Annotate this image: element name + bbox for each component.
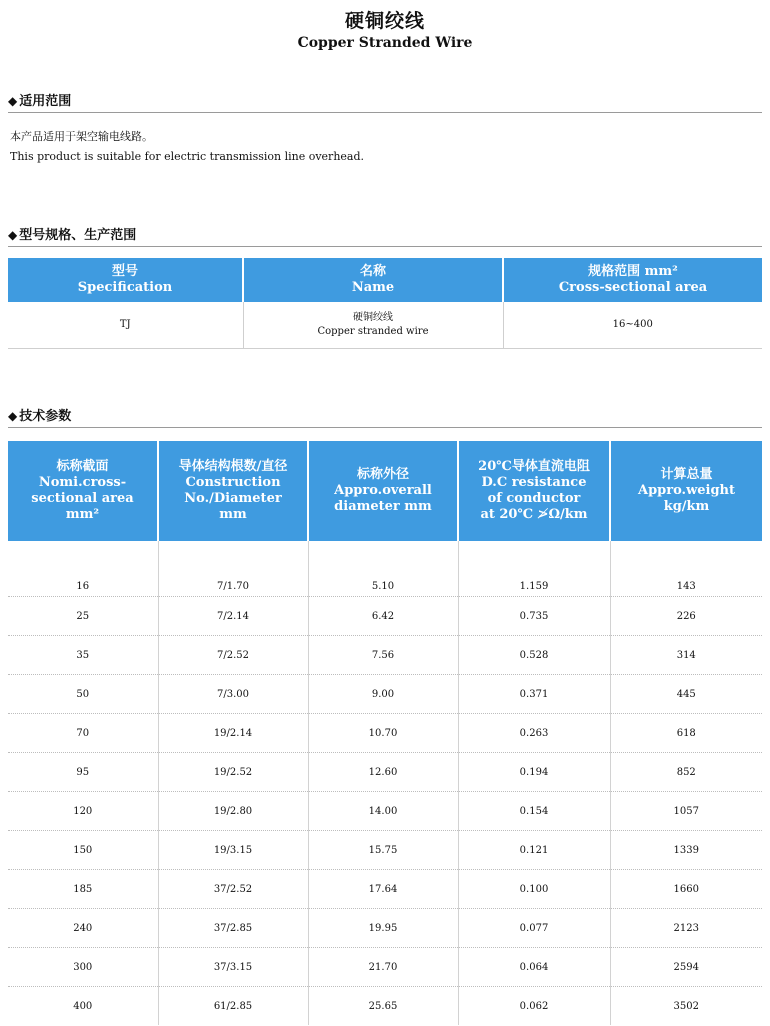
table-row [8,909,762,948]
params-col-header-line: sectional area [31,491,134,506]
resistance-cell: 0.154 [458,792,610,831]
params-col-header [458,441,610,541]
diamond-bullet-icon: ◆ [8,228,18,242]
params-col-header-line: 标称截面 [56,459,109,474]
construction-cell: 7/1.70 [158,541,308,597]
application-text-zh: 本产品适用于架空输电线路。 [10,130,153,143]
diameter-cell: 10.70 [308,714,458,753]
page-title-zh: 硬铜绞线 [344,10,425,32]
resistance-cell: 0.528 [458,636,610,675]
name-col-header-en: Name [351,280,395,295]
params-col-header-line: 计算总量 [660,467,713,482]
section-params-title: 技术参数 [19,409,72,424]
name-col-header-zh: 名称 [359,264,386,279]
params-col-header-line: of conductor [487,491,581,506]
section-cell: 35 [8,636,158,675]
section-cell: 50 [8,675,158,714]
table-row [8,541,762,597]
weight-cell: 852 [610,753,762,792]
params-col-header [158,441,308,541]
name-col-header [243,258,503,302]
spec-table [8,258,762,349]
weight-cell: 1057 [610,792,762,831]
resistance-cell: 0.194 [458,753,610,792]
resistance-cell: 0.062 [458,987,610,1026]
section-cell: 16 [8,541,158,597]
section-models-heading [8,224,762,247]
diameter-cell: 12.60 [308,753,458,792]
application-text-en: This product is suitable for electric transmission line overhead. [10,150,365,163]
resistance-cell: 1.159 [458,541,610,597]
name-cell-zh: 硬铜绞线 [353,312,393,323]
page-title-en: Copper Stranded Wire [297,35,473,51]
table-row [8,987,762,1026]
resistance-cell: 0.100 [458,870,610,909]
section-models-title: 型号规格、生产范围 [19,228,137,243]
params-col-header-line: No./Diameter [184,491,282,506]
construction-cell: 19/2.80 [158,792,308,831]
weight-cell: 2123 [610,909,762,948]
table-row [8,636,762,675]
range-col-header-en: Cross-sectional area [558,280,708,295]
name-cell-en: Copper stranded wire [317,326,429,337]
params-col-header-line: Construction [185,475,281,490]
params-col-header-line: mm [219,507,247,522]
construction-cell: 7/2.52 [158,636,308,675]
weight-cell: 3502 [673,1000,699,1012]
table-row [8,714,762,753]
table-row [8,675,762,714]
construction-cell: 7/3.00 [158,675,308,714]
params-col-header-line: 标称外径 [356,467,409,482]
params-col-header-line: mm² [65,507,100,522]
section-cell: 95 [8,753,158,792]
weight-cell: 2594 [610,948,762,987]
weight-cell: 618 [610,714,762,753]
weight-cell: 1339 [610,831,762,870]
construction-cell: 19/2.52 [158,753,308,792]
resistance-cell: 0.121 [458,831,610,870]
table-row [8,792,762,831]
params-col-header [610,441,762,541]
name-cell [243,302,503,349]
table-row [8,948,762,987]
construction-cell: 61/2.85 [158,987,308,1026]
params-col-header [8,441,158,541]
resistance-cell: 0.077 [458,909,610,948]
params-col-header-line: at 20℃ ≯Ω/km [480,507,588,522]
section-cell: 185 [8,870,158,909]
section-application-title: 适用范围 [19,94,72,109]
spec-table-header-row [8,258,762,302]
resistance-cell: 0.735 [458,597,610,636]
resistance-cell: 0.263 [458,714,610,753]
params-col-header-line: 导体结构根数/直径 [178,459,288,474]
diameter-cell: 25.65 [308,987,458,1026]
diamond-bullet-icon: ◆ [8,409,18,423]
diameter-cell: 14.00 [308,792,458,831]
params-col-header-line: kg/km [663,499,710,514]
section-cell: 25 [8,597,158,636]
resistance-cell: 0.371 [458,675,610,714]
diameter-cell: 6.42 [308,597,458,636]
table-row [8,870,762,909]
params-col-header [308,441,458,541]
range-col-header [503,258,762,302]
params-col-header-line: Nomi.cross- [38,475,127,490]
params-table-header-row [8,441,762,541]
section-cell: 300 [8,948,158,987]
construction-cell: 37/2.52 [158,870,308,909]
diameter-cell: 17.64 [308,870,458,909]
construction-cell: 37/3.15 [158,948,308,987]
section-cell: 240 [8,909,158,948]
construction-cell: 19/3.15 [158,831,308,870]
params-table [8,441,762,1025]
section-cell: 120 [8,792,158,831]
section-params-heading [8,405,762,428]
construction-cell: 19/2.14 [158,714,308,753]
diameter-cell: 15.75 [308,831,458,870]
spec-col-header-en: Specification [77,280,173,295]
spec-cell: TJ [8,302,243,349]
params-col-header-line: Appro.overall [334,483,432,498]
params-col-header-line: Appro.weight [637,483,736,498]
weight-cell: 445 [610,675,762,714]
section-application-heading [8,90,762,113]
weight-cell: 143 [610,541,762,597]
weight-cell: 314 [610,636,762,675]
weight-cell: 226 [610,597,762,636]
table-row [8,831,762,870]
table-row [8,753,762,792]
section-cell: 400 [8,987,158,1026]
construction-cell: 37/2.85 [158,909,308,948]
range-col-header-zh: 规格范围 mm² [588,264,678,279]
params-col-header-line: D.C resistance [481,475,587,490]
section-cell: 70 [8,714,158,753]
diameter-cell: 9.00 [308,675,458,714]
construction-cell: 7/2.14 [158,597,308,636]
resistance-cell: 0.064 [458,948,610,987]
table-row [8,597,762,636]
section-cell: 150 [8,831,158,870]
diameter-cell: 21.70 [308,948,458,987]
spec-col-header-zh: 型号 [111,264,138,279]
range-cell: 16~400 [503,302,762,349]
weight-cell: 1660 [610,870,762,909]
diameter-cell: 19.95 [308,909,458,948]
spec-col-header [8,258,243,302]
params-col-header-line: 20℃导体直流电阻 [478,459,590,474]
diameter-cell: 5.10 [308,541,458,597]
params-col-header-line: diameter mm [334,499,432,514]
diamond-bullet-icon: ◆ [8,94,18,108]
diameter-cell: 7.56 [308,636,458,675]
spec-table-row [8,302,762,349]
